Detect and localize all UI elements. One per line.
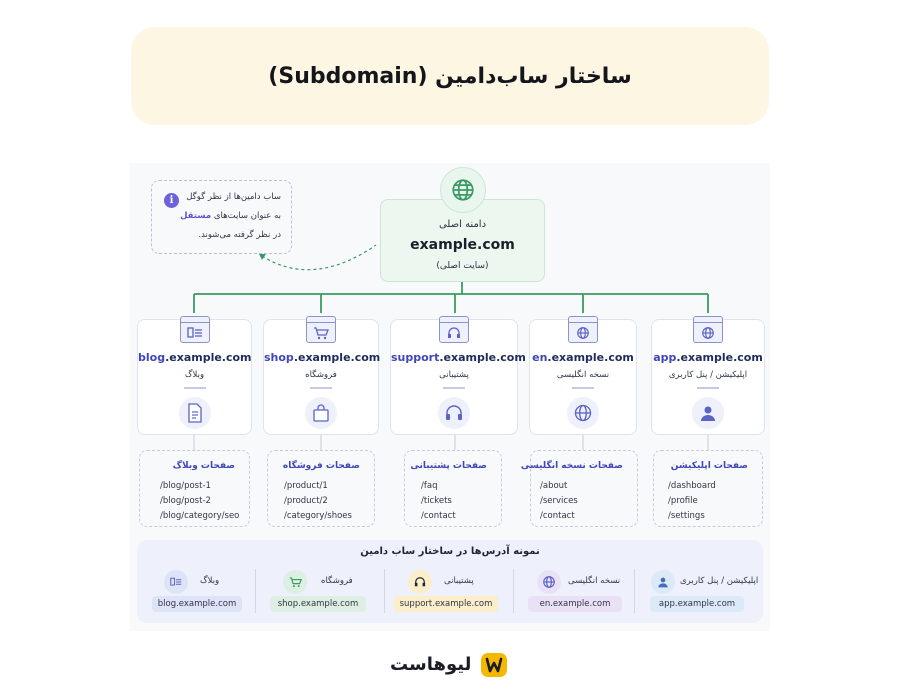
divider [384,569,385,613]
pages-card-support [404,450,502,527]
page-path: /product/1 [284,481,328,491]
pages-title: صفحات وبلاگ [172,461,235,471]
brand-logo-icon [480,652,508,678]
subdomain-label: فروشگاه [305,370,337,380]
page-path: /contact [540,511,575,521]
example-label: اپلیکیشن / پنل کاربری [680,576,759,586]
subdomain-card-en [529,319,637,435]
globe-icon [537,570,561,594]
subdomain-name: support.example.com [391,351,526,364]
example-url: shop.example.com [270,596,366,612]
subdomain-label: وبلاگ [184,370,205,380]
document-icon [164,570,188,594]
brand [390,652,510,680]
browser-window-icon [568,316,598,343]
example-label: فروشگاه [321,576,353,586]
page-path: /dashboard [668,481,716,491]
page-path: /tickets [421,496,452,506]
globe-icon [567,397,599,429]
divider [443,387,465,389]
page-path: /faq [421,481,438,491]
globe-icon [440,167,486,213]
examples-title: نمونه آدرس‌ها در ساختار ساب دامین [360,546,540,557]
page-path: /about [540,481,568,491]
shopping-bag-icon [305,397,337,429]
browser-window-icon [439,316,469,343]
example-url: en.example.com [528,596,622,612]
example-label: وبلاگ [200,576,220,586]
pages-card-en [520,450,638,527]
info-icon: i [164,193,179,208]
subdomain-name: app.example.com [653,351,763,364]
page-path: /blog/post-1 [160,481,211,491]
page-path: /blog/post-2 [160,496,211,506]
info-note-line-2: به عنوان سایت‌های مستقل [180,211,281,221]
page-path: /services [540,496,578,506]
root-domain: example.com [410,237,515,253]
divider [310,387,332,389]
browser-window-icon [180,316,210,343]
root-sublabel: (سایت اصلی) [436,261,489,271]
subdomain-name: en.example.com [532,351,634,364]
example-label: پشتیبانی [444,576,474,586]
headset-icon [438,397,470,429]
subdomain-card-support [390,319,526,435]
browser-window-icon [693,316,723,343]
page-path: /product/2 [284,496,328,506]
divider [697,387,719,389]
subdomain-name: blog.example.com [138,351,252,364]
pages-card-blog [139,450,250,527]
pages-title: صفحات اپلیکیشن [670,461,748,471]
info-note-line-1: ساب دامین‌ها از نظر گوگل [186,192,281,202]
pages-card-app [653,450,763,527]
page-path: /blog/category/seo [160,511,240,521]
divider [634,569,635,613]
document-icon [179,397,211,429]
pages-title: صفحات فروشگاه [282,461,360,471]
page-path: /contact [421,511,456,521]
example-label: نسخه انگلیسی [568,576,621,586]
shopping-cart-icon [283,570,307,594]
user-icon [692,397,724,429]
title-banner [131,27,769,125]
brand-name: لیوهاست [390,654,472,675]
example-url: app.example.com [650,596,744,612]
page-title: ساختار ساب‌دامین (Subdomain) [268,63,632,89]
subdomain-card-shop [263,319,379,435]
subdomain-card-app [651,319,765,435]
divider [513,569,514,613]
pages-title: صفحات پشتیبانی [410,461,487,471]
example-url: blog.example.com [152,596,242,612]
info-note [151,180,292,254]
subdomain-label: اپلیکیشن / پنل کاربری [668,370,748,380]
divider [255,569,256,613]
page-path: /profile [668,496,698,506]
page-path: /category/shoes [284,511,352,521]
pages-card-shop [267,450,375,527]
root-label: دامنه اصلی [438,219,487,230]
info-note-line-3: در نظر گرفته می‌شوند. [198,230,281,240]
divider [184,387,206,389]
subdomain-name: shop.example.com [264,351,381,364]
example-url: support.example.com [394,596,498,612]
subdomain-card-blog [137,319,252,435]
pages-title: صفحات نسخه انگلیسی [520,461,623,471]
headset-icon [408,570,432,594]
user-icon [651,570,675,594]
subdomain-label: پشتیبانی [439,370,469,380]
browser-window-icon [306,316,336,343]
subdomain-label: نسخه انگلیسی [556,370,610,380]
divider [572,387,594,389]
page-path: /settings [668,511,705,521]
